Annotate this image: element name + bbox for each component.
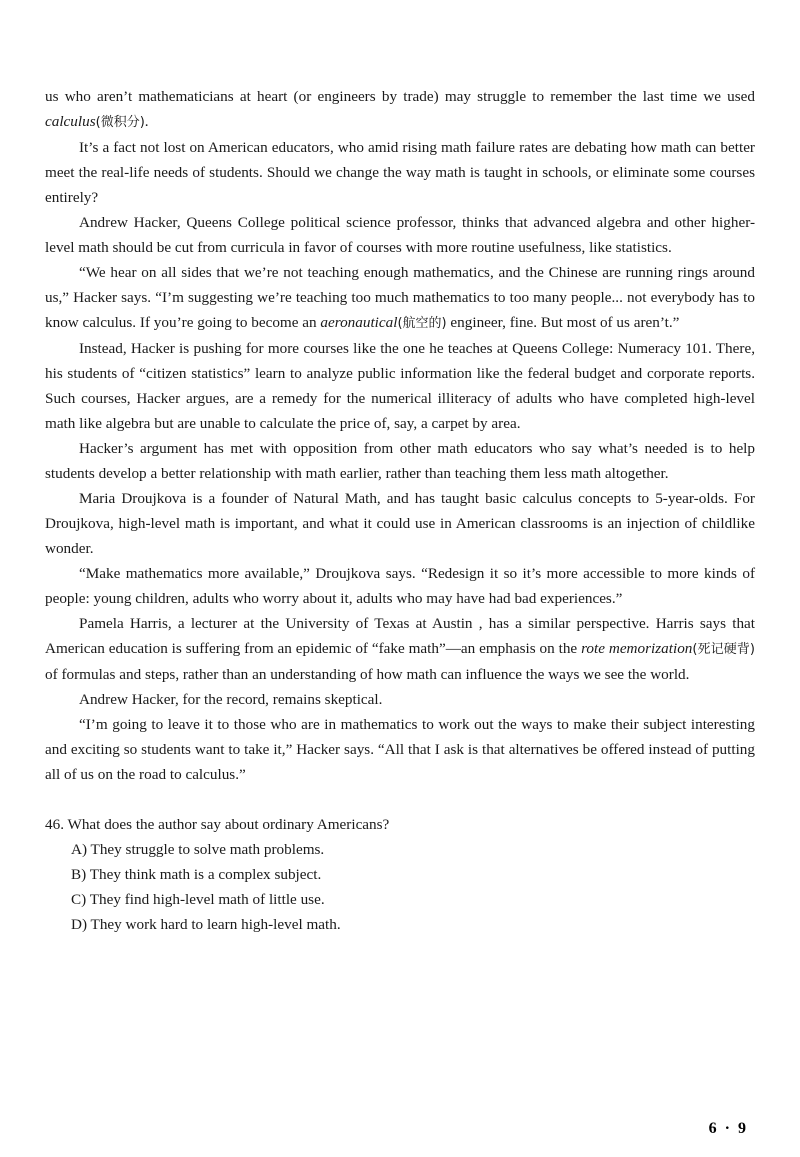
paragraph-10: “I’m going to leave it to those who are in mathematics to work out the ways to make their subject interesting and exciting so students want to take it,” Hacker says. “All that I ask is that alternatives be offered instead of putting all of us on the road to calculus.”: [45, 716, 755, 783]
paragraph-7: “Make mathematics more available,” Droujkova says. “Redesign it so it’s more accessible to more kinds of people: young children, adults who worry about it, adults who may have had bad experiences.”: [45, 565, 755, 607]
gloss-aeronautical: (航空的): [397, 316, 447, 331]
page-number: 6 · 9: [708, 1120, 748, 1137]
option-c: C) They find high-level math of little use.: [71, 891, 325, 908]
option-a: A) They struggle to solve math problems.: [71, 841, 325, 858]
paragraph-8: Pamela Harris, a lecturer at the University of Texas at Austin , has a similar perspective. Harris says that American education is suffering from an epidemic of “fake math”—an emphasis on the rote memorization(死记硬背) of formulas and steps, rather than an understanding of how math can influence the ways we see the world.: [45, 615, 755, 683]
gloss-rote-memorization: (死记硬背): [692, 642, 755, 657]
paragraph-6: Maria Droujkova is a founder of Natural Math, and has taught basic calculus concepts to 5-year-olds. For Droujkova, high-level math is important, and what it could use in American classrooms is an injection of childlike wonder.: [45, 490, 755, 557]
question-stem: 46. What does the author say about ordinary Americans?: [45, 816, 390, 833]
paragraph-0: us who aren’t mathematicians at heart (or engineers by trade) may struggle to remember the last time we used calculus(微积分).: [45, 88, 755, 130]
gloss-calculus: (微积分): [95, 115, 145, 130]
paragraph-3: “We hear on all sides that we’re not teaching enough mathematics, and the Chinese are running rings around us,” Hacker says. “I’m suggesting we’re teaching too much mathematics to too many people... not everybody has to know calculus. If you’re going to become an aeronautical(航空的) engineer, fine. But most of us aren’t.”: [45, 264, 755, 331]
option-d: D) They work hard to learn high-level math.: [71, 916, 341, 933]
term-aeronautical: aeronautical: [320, 314, 398, 331]
paragraph-9: Andrew Hacker, for the record, remains skeptical.: [79, 691, 383, 708]
paragraph-4: Instead, Hacker is pushing for more courses like the one he teaches at Queens College: Numeracy 101. There, his students of “citizen statistics” learn to analyze public information like the federal budget and corporate reports. Such courses, Hacker argues, are a remedy for the numerical illiteracy of adults who have completed high-level math like algebra but are unable to calculate the price of, say, a carpet by area.: [45, 340, 755, 432]
option-b: B) They think math is a complex subject.: [71, 866, 322, 883]
term-calculus: calculus: [45, 113, 96, 130]
question-46: [45, 812, 755, 937]
paragraph-2: Andrew Hacker, Queens College political science professor, thinks that advanced algebra and other higher-level math should be cut from curricula in favor of courses with more routine usefulness, like statistics.: [45, 214, 755, 256]
term-rote-memorization: rote memorization: [581, 640, 693, 657]
paragraph-1: It’s a fact not lost on American educators, who amid rising math failure rates are debating how math can better meet the real-life needs of students. Should we change the way math is taught in schools, or eliminate some courses entirely?: [45, 139, 755, 206]
paragraph-5: Hacker’s argument has met with opposition from other math educators who say what’s needed is to help students develop a better relationship with math earlier, rather than teaching them less math altogether.: [45, 440, 755, 482]
